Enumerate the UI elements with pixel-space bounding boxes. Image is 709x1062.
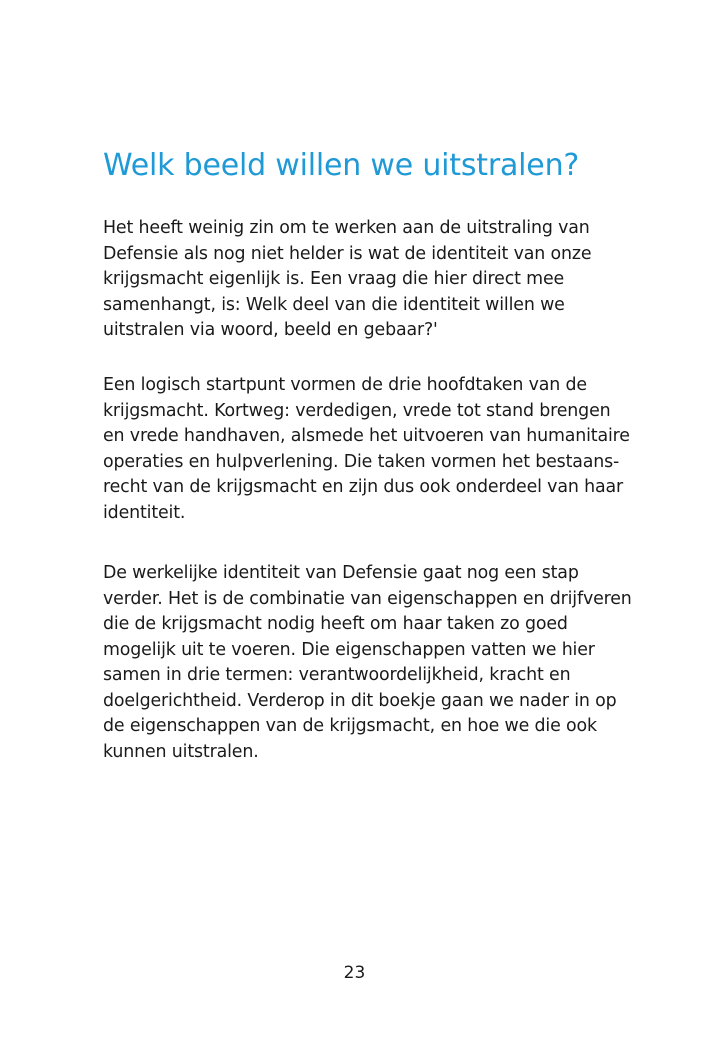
paragraph-2 bbox=[103, 373, 630, 526]
paragraph-line: samen in drie termen: verantwoordelijkheid, kracht en bbox=[103, 665, 571, 685]
paragraph-line: operaties en hulpverlening. Die taken vormen het bestaans- bbox=[103, 451, 620, 472]
paragraph-line: De werkelijke identiteit van Defensie gaat nog een stap bbox=[103, 563, 579, 583]
page-heading: Welk beeld willen we uitstralen? bbox=[103, 148, 580, 183]
paragraph-1 bbox=[103, 216, 591, 344]
paragraph-line: de eigenschappen van de krijgsmacht, en hoe we die ook bbox=[103, 716, 597, 736]
paragraph-line: verder. Het is de combinatie van eigenschappen en drijfveren bbox=[103, 588, 632, 609]
paragraph-line: kunnen uitstralen. bbox=[103, 741, 259, 762]
paragraph-line: mogelijk uit te voeren. Die eigenschappen vatten we hier bbox=[103, 639, 595, 660]
paragraph-line: recht van de krijgsmacht en zijn dus ook onderdeel van haar bbox=[103, 477, 623, 497]
paragraph-line: samenhangt, is: Welk deel van die identiteit willen we bbox=[103, 294, 565, 315]
paragraph-line: en vrede handhaven, alsmede het uitvoeren van humanitaire bbox=[103, 426, 630, 446]
paragraph-line: krijgsmacht eigenlijk is. Een vraag die hier direct mee bbox=[103, 269, 565, 289]
paragraph-line: die de krijgsmacht nodig heeft om haar taken zo goed bbox=[103, 614, 568, 634]
page-number: 23 bbox=[343, 963, 366, 983]
paragraph-line: Defensie als nog niet helder is wat de identiteit van onze bbox=[103, 243, 592, 264]
paragraph-line: uitstralen via woord, beeld en gebaar?' bbox=[103, 320, 438, 340]
paragraph-line: identiteit. bbox=[103, 502, 186, 523]
paragraph-3 bbox=[103, 561, 632, 765]
paragraph-line: Het heeft weinig zin om te werken aan de uitstraling van bbox=[103, 218, 590, 238]
paragraph-line: krijgsmacht. Kortweg: verdedigen, vrede tot stand brengen bbox=[103, 400, 611, 421]
paragraph-line: Een logisch startpunt vormen de drie hoofdtaken van de bbox=[103, 375, 587, 395]
paragraph-line: doelgerichtheid. Verderop in dit boekje gaan we nader in op bbox=[103, 690, 617, 711]
